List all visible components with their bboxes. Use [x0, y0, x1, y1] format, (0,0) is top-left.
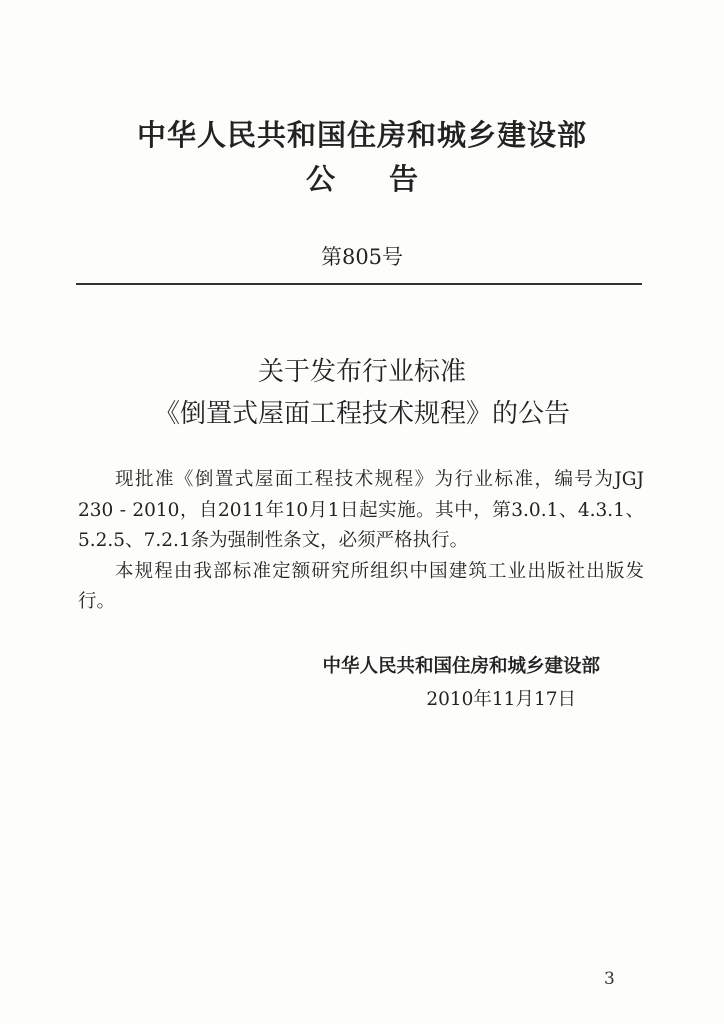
body-paragraph-1: 现批准《倒置式屋面工程技术规程》为行业标准，编号为JGJ 230 - 2010，自2011年10月1日起实施。其中，第3.0.1、4.3.1、5.2.5、7.2.1条为强制性条文，必须严格执行。 [78, 469, 644, 551]
issuing-organization-header: 中华人民共和国住房和城乡建设部 [136, 118, 587, 152]
notice-label: 公告 [305, 162, 472, 196]
header-divider [76, 283, 642, 285]
signature-date: 2010年11月17日 [426, 689, 576, 710]
body-paragraph-2: 本规程由我部标准定额研究所组织中国建筑工业出版社出版发行。 [78, 560, 644, 612]
announcement-title-line1: 关于发布行业标准 [257, 357, 466, 387]
page-number: 3 [604, 969, 615, 989]
signature-organization: 中华人民共和国住房和城乡建设部 [322, 656, 600, 677]
announcement-body [78, 465, 644, 618]
notice-number: 第805号 [320, 245, 404, 269]
announcement-title-line2: 《倒置式屋面工程技术规程》的公告 [153, 399, 570, 429]
